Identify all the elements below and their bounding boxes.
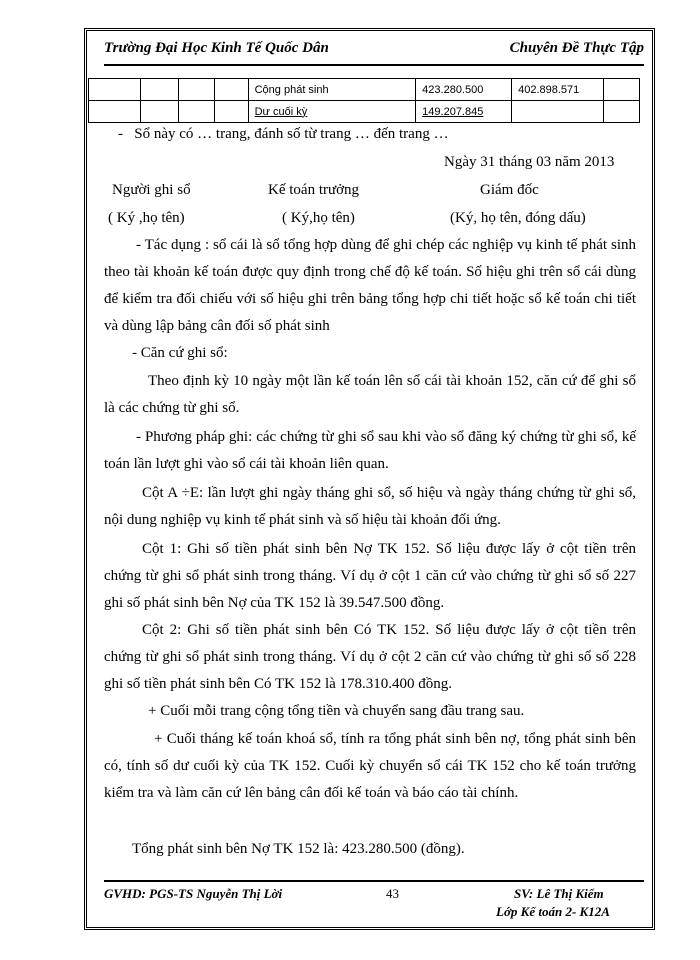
paragraph-basis: Theo định kỳ 10 ngày một lần kế toán lên sổ cái tài khoản 152, căn cứ để ghi sổ là các chứng từ ghi sổ. [104,373,636,416]
paragraph-page-total: + Cuối mỗi trang cộng tổng tiền và chuyển sang đầu trang sau. [148,703,525,719]
table-row [89,79,640,101]
credit-cell [512,101,604,123]
signature-title-recorder: Người ghi sổ [112,182,191,198]
credit-cell: 402.898.571 [512,79,604,101]
paragraph-basis-heading: - Căn cứ ghi sổ: [132,345,228,361]
signature-note-chief-accountant: ( Ký,họ tên) [282,210,355,226]
signature-title-chief-accountant: Kế toán trưởng [268,182,360,198]
row-label: Dư cuối kỳ [248,101,416,123]
date-line: Ngày 31 tháng 03 năm 2013 [444,154,615,170]
table-row [89,101,640,123]
header-report-title: Chuyên Đề Thực Tập [509,40,644,56]
debit-cell: 423.280.500 [416,79,512,101]
signature-title-director: Giám đốc [480,182,539,198]
page-note: - Sổ này có … trang, đánh số từ trang … đến trang … [118,126,449,142]
signature-note-director: (Ký, họ tên, đóng dấu) [450,210,586,226]
paragraph-column-2: Cột 2: Ghi số tiền phát sinh bên Có TK 152. Số liệu được lấy ở cột tiền trên chứng từ ghi sổ phát sinh trong tháng. Ví dụ ở cột 2 căn cứ vào chứng từ ghi sổ số 228 ghi số tiền phát sinh bên Có TK 152 là 178.310.400 đồng. [104,622,636,692]
header-university: Trường Đại Học Kinh Tế Quốc Dân [104,40,329,56]
paragraph-columns-a-e: Cột A ÷E: lần lượt ghi ngày tháng ghi sổ, số hiệu và ngày tháng chứng từ ghi sổ, nội dung nghiệp vụ kinh tế phát sinh và số hiệu tài khoản đối ứng. [104,485,636,528]
signature-note-recorder: ( Ký ,họ tên) [108,210,185,226]
paragraph-month-close: + Cuối tháng kế toán khoá sổ, tính ra tổng phát sinh bên nợ, tổng phát sinh bên có, tính số dư cuối kỳ của TK 152. Cuối kỳ chuyển sổ cái TK 152 cho kế toán trưởng kiểm tra và làm căn cứ lên bảng cân đối kế toán và báo cáo tài chính. [104,731,636,801]
paragraph-purpose: - Tác dụng : sổ cái là sổ tổng hợp dùng để ghi chép các nghiệp vụ kinh tế phát sinh theo tài khoản kế toán được quy định trong chế độ kế toán. Số hiệu ghi trên sổ cái dùng để kiểm tra đối chiếu với số hiệu ghi trên bảng tổng hợp chi tiết hoặc sổ kế toán chi tiết và dùng lập bảng cân đối số phát sinh [104,237,636,334]
footer-advisor: GVHD: PGS-TS Nguyễn Thị Lời [104,886,283,901]
header-rule [104,64,644,66]
paragraph-total-debit: Tổng phát sinh bên Nợ TK 152 là: 423.280.500 (đồng). [132,841,465,857]
debit-cell: 149.207.845 [416,101,512,123]
ledger-table [88,78,640,123]
page-header [104,40,644,57]
row-label: Cộng phát sinh [248,79,416,101]
paragraph-column-1: Cột 1: Ghi số tiền phát sinh bên Nợ TK 152. Số liệu được lấy ở cột tiền trên chứng từ ghi sổ phát sinh trong tháng. Ví dụ ở cột 1 căn cứ vào chứng từ ghi sổ số 227 ghi số phát sinh bên Nợ của TK 152 là 39.547.500 đồng. [104,541,636,611]
footer-class: Lớp Kế toán 2- K12A [496,904,610,919]
footer-rule [104,880,644,882]
page-number: 43 [386,886,399,901]
paragraph-method: - Phương pháp ghi: các chứng từ ghi sổ sau khi vào sổ đăng ký chứng từ ghi sổ, kế toán lần lượt ghi vào sổ cái tài khoản liên quan. [104,429,636,472]
footer-student: SV: Lê Thị Kiểm [514,886,604,901]
